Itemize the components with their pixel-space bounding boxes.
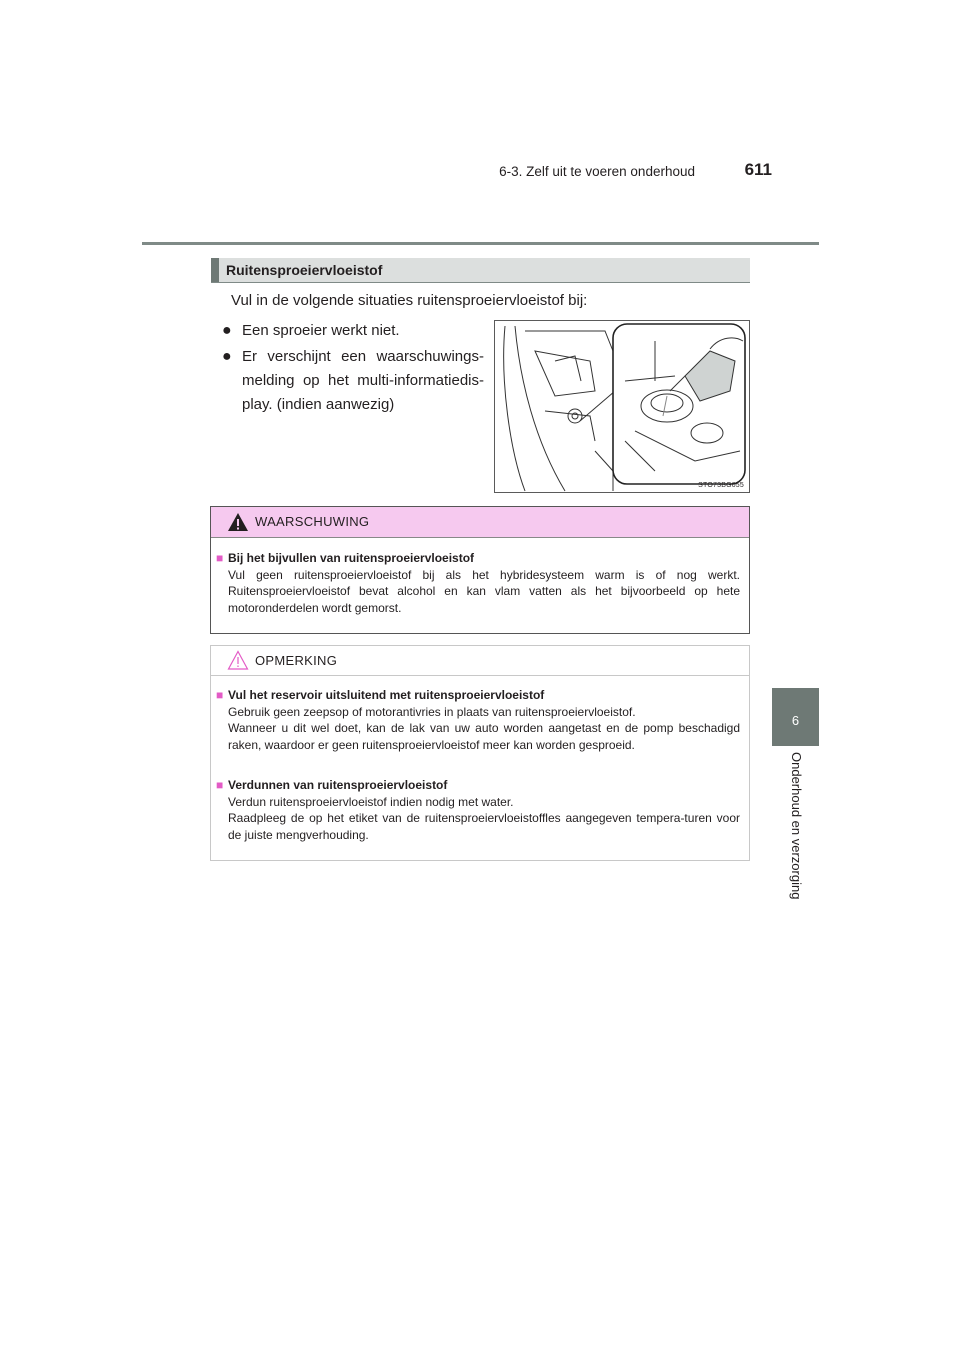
note-item-paragraph: Gebruik geen zeepsop of motorantivries in plaats van ruitensproeiervloeistof. xyxy=(228,704,636,719)
washer-fluid-illustration xyxy=(494,320,750,493)
pink-square-icon: ■ xyxy=(216,688,224,702)
chapter-number: 6 xyxy=(791,713,800,728)
note-item-title: Vul het reservoir uitsluitend met ruitensproeiervloeistof xyxy=(228,688,545,702)
section-title: Ruitensproeiervloeistof xyxy=(226,262,383,278)
warning-header xyxy=(211,507,749,538)
warning-item-title-row xyxy=(216,550,740,567)
note-item-title-row xyxy=(216,687,740,704)
list-item-text: Een sproeier werkt niet. xyxy=(242,322,400,339)
list-item xyxy=(222,345,484,417)
note-item-paragraph: Verdun ruitensproeiervloeistof indien nodig met water. xyxy=(228,794,514,809)
warning-label: WAARSCHUWING xyxy=(255,514,370,529)
list-item-text: Er verschijnt een waarschuwings-melding op het multi-informatiedis-play. (indien aanwezig) xyxy=(242,348,484,413)
chapter-tab[interactable] xyxy=(772,688,819,746)
section-heading-bar xyxy=(211,258,750,283)
warning-item-body xyxy=(216,567,740,617)
warning-item-paragraph: Vul geen ruitensproeiervloeistof bij als het hybridesysteem warm is of nog werkt. Ruitensproeiervloeistof bevat alcohol en kan vlam vatten als het bijvoorbeeld op hete motoronderdelen wordt gemorst. xyxy=(228,567,740,615)
note-label: OPMERKING xyxy=(255,653,338,668)
figure-code: STO73BG055 xyxy=(698,482,744,489)
warning-triangle-icon xyxy=(227,512,249,532)
list-item xyxy=(222,319,484,343)
warning-box xyxy=(210,506,750,634)
bullet-dot-icon: ● xyxy=(222,348,232,365)
note-box xyxy=(210,645,750,861)
engine-bay-drawing xyxy=(495,321,749,492)
bullet-dot-icon: ● xyxy=(222,322,232,339)
pink-square-icon: ■ xyxy=(216,551,224,565)
warning-item-title: Bij het bijvullen van ruitensproeiervloeistof xyxy=(228,551,475,565)
note-item-paragraph: Raadpleeg de op het etiket van de ruitensproeiervloeistoffles aangegeven tempera-turen voor de juiste mengverhouding. xyxy=(228,811,740,842)
pink-square-icon: ■ xyxy=(216,778,224,792)
section-intro: Vul in de volgende situaties ruitensproeiervloeistof bij: xyxy=(231,292,588,309)
note-item-title: Verdunnen van ruitensproeiervloeistof xyxy=(228,778,448,792)
note-item-title-row xyxy=(216,777,740,794)
note-item xyxy=(216,777,740,843)
note-header xyxy=(211,646,749,676)
note-item-body xyxy=(216,794,740,844)
header-section-title: 6-3. Zelf uit te voeren onderhoud xyxy=(499,164,695,179)
note-item xyxy=(216,687,740,753)
bullet-list xyxy=(222,319,484,419)
note-item-body xyxy=(216,704,740,754)
note-item-paragraph: Wanneer u dit wel doet, kan de lak van uw auto worden aangetast en de pomp beschadigd raken, waardoor er geen ruitensproeiervloeistof meer kan worden gesproeid. xyxy=(228,721,740,752)
header-rule xyxy=(142,242,819,245)
caution-triangle-icon xyxy=(227,650,249,670)
page-number: 611 xyxy=(744,160,772,179)
warning-item xyxy=(216,550,740,616)
chapter-title: Onderhoud en verzorging xyxy=(789,752,804,900)
section-heading-stripe xyxy=(211,258,219,282)
